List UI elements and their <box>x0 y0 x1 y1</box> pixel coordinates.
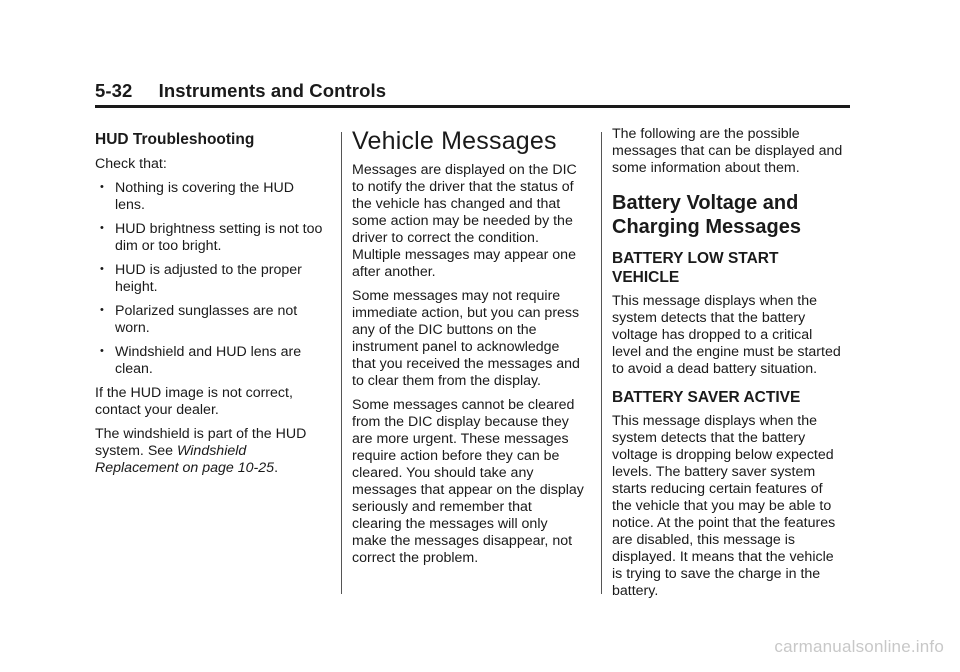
vehicle-messages-heading: Vehicle Messages <box>352 127 557 155</box>
hud-troubleshooting-heading: HUD Troubleshooting <box>95 131 255 148</box>
check-list <box>95 180 327 378</box>
bullet-icon: • <box>100 304 104 316</box>
paragraph: Messages are displayed on the DIC to notify the driver that the status of the vehicle has changed and that some action may be needed by the driver to correct the condition. Multiple messages may appear one after another. <box>352 162 577 280</box>
list-item: • Nothing is covering the HUD lens. <box>100 180 294 213</box>
dealer-paragraph: If the HUD image is not correct, contact your dealer. <box>95 385 293 418</box>
column-1 <box>95 126 327 484</box>
battery-section-heading: Battery Voltage and Charging Messages <box>612 192 801 238</box>
section-title: Instruments and Controls <box>158 80 387 101</box>
header-title <box>95 80 850 102</box>
page-number: 5-32 <box>95 80 133 101</box>
battery-low-heading: BATTERY LOW START VEHICLE <box>612 250 779 286</box>
page-header <box>95 80 850 102</box>
watermark: carmanualsonline.info <box>774 637 944 656</box>
battery-low-text: This message displays when the system detects that the battery voltage has dropped to a critical level and the engine must be started to avoid a dead battery situation. <box>612 293 841 377</box>
windshield-paragraph: The windshield is part of the HUD system. See Windshield Replacement on page 10-25. <box>95 426 307 476</box>
paragraph: Some messages may not require immediate action, but you can press any of the DIC buttons on the instrument panel to acknowledge that you received the messages and to clear them from the display. <box>352 288 580 389</box>
battery-saver-heading: BATTERY SAVER ACTIVE <box>612 389 801 406</box>
column-divider-1 <box>341 132 342 594</box>
messages-intro: The following are the possible messages that can be displayed and some information about them. <box>612 126 843 176</box>
list-item: • HUD is adjusted to the proper height. <box>100 262 302 295</box>
bullet-icon: • <box>100 263 104 275</box>
column-3 <box>612 126 844 607</box>
list-item: • Windshield and HUD lens are clean. <box>100 344 302 377</box>
list-item: • Polarized sunglasses are not worn. <box>100 303 298 336</box>
header-rule <box>95 105 850 108</box>
bullet-icon: • <box>100 345 104 357</box>
windshield-replacement-link[interactable]: Windshield Replacement on page 10-25 <box>95 443 275 476</box>
list-item: • HUD brightness setting is not too dim or too bright. <box>100 221 323 254</box>
bullet-icon: • <box>100 222 104 234</box>
paragraph: Some messages cannot be cleared from the DIC display because they are more urgent. These messages require action before they can be cleared. You should take any messages that appear on the display seriously and remember that clearing the messages will only make the messages disappear, not correct the problem. <box>352 397 584 566</box>
bullet-icon: • <box>100 181 104 193</box>
column-divider-2 <box>601 132 602 594</box>
check-intro: Check that: <box>95 156 167 172</box>
battery-saver-text: This message displays when the system detects that the battery voltage is dropping below expected levels. The battery saver system starts reducing certain features of the vehicle that you may be able to notice. At the point that the features are disabled, this message is displayed. It means that the vehicle is trying to save the charge in the battery. <box>612 413 836 599</box>
column-2 <box>352 126 584 574</box>
